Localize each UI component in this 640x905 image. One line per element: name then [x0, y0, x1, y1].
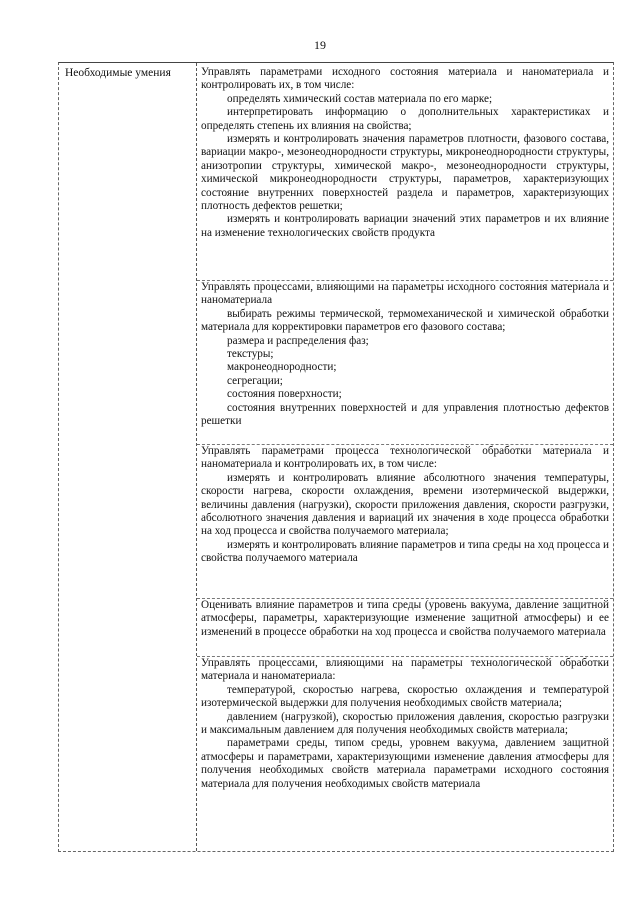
- skill-item: состояния поверхности;: [227, 388, 342, 401]
- skill-item: определять химический состав материала по его марке;: [227, 92, 493, 105]
- skill-lead: Управлять параметрами исходного состояния материала и наноматериала и контролировать их, в том числе:: [201, 66, 609, 92]
- skill-item: измерять и контролировать значения параметров плотности, фазового состава, вариации макро-, мезонеоднородности структуры, микронеоднородности структуры, анизотропии структуры, химической макро-, мезонеоднородности структуры, химической микронеоднородности структуры, параметров, характеризующих состояние внутренних поверхностей раздела и параметров, характеризующих плотность дефектов решетки;: [201, 133, 609, 213]
- skill-lead: Управлять процессами, влияющими на параметры исходного состояния материала и наноматериала: [201, 281, 609, 307]
- skill-block-1: [197, 66, 613, 240]
- skill-item: температурой, скоростью нагрева, скоростью охлаждения и температурой изотермической выдержки для получения необходимых свойств материала;: [201, 683, 609, 710]
- skill-block-2: [197, 280, 613, 428]
- skill-item: измерять и контролировать вариации значений этих параметров и их влияние на изменение технологических свойств продукта: [201, 213, 609, 239]
- skill-item: измерять и контролировать влияние абсолютного значения температуры, скорости нагрева, скорости охлаждения, времени изотермической выдержки, величины давления (нагрузки), скорости приложения давления, скорости разгрузки, абсолютного значения давления и вариаций их значения в ходе процесса обработки на ход процесса и свойства получаемого материала;: [201, 471, 609, 538]
- skill-item: выбирать режимы термической, термомеханической и химической обработки материала для корректировки параметров его фазового состава;: [201, 307, 609, 334]
- skill-block-3: [197, 444, 613, 566]
- skill-item: параметрами среды, типом среды, уровнем вакуума, давлением защитной атмосферы и параметрами, характеризующими изменение давления атмосферы для получения необходимых свойств материала параметрами исходного состояния материала для получения необходимых свойств материала: [201, 737, 609, 790]
- skills-table: [58, 62, 614, 852]
- skill-item: сегрегации;: [227, 374, 283, 387]
- skill-lead: Оценивать влияние параметров и типа среды (уровень вакуума, давление защитной атмосферы, параметры, характеризующие изменение защитной атмосферы) и ее изменений в процессе обработки на ход процесса и свойства получаемого материала: [201, 599, 609, 638]
- skill-item: макронеоднородности;: [227, 361, 337, 374]
- skill-item: размера и распределения фаз;: [227, 334, 369, 347]
- row-label: Необходимые умения: [65, 67, 171, 79]
- skill-block-4: [197, 598, 613, 639]
- skill-lead: Управлять процессами, влияющими на параметры технологической обработки материала и наноматериала:: [201, 657, 609, 683]
- skill-lead: Управлять параметрами процесса технологической обработки материала и наноматериала и контролировать их, в том числе:: [201, 445, 609, 471]
- content-cell: [197, 63, 613, 851]
- skill-item: состояния внутренних поверхностей и для управления плотностью дефектов решетки: [201, 401, 609, 428]
- skill-item: текстуры;: [227, 348, 274, 361]
- row-label-cell: [59, 63, 197, 851]
- skill-item: давлением (нагрузкой), скоростью приложения давления, скоростью разгрузки и максимальным давлением для получения необходимых свойств материала;: [201, 710, 609, 737]
- skill-block-5: [197, 656, 613, 791]
- skill-item: измерять и контролировать влияние параметров и типа среды на ход процесса и свойства получаемого материала: [201, 538, 609, 565]
- page-number: 19: [314, 38, 326, 52]
- skill-item: интерпретировать информацию о дополнительных характеристиках и определять степень их влияния на свойства;: [201, 106, 609, 132]
